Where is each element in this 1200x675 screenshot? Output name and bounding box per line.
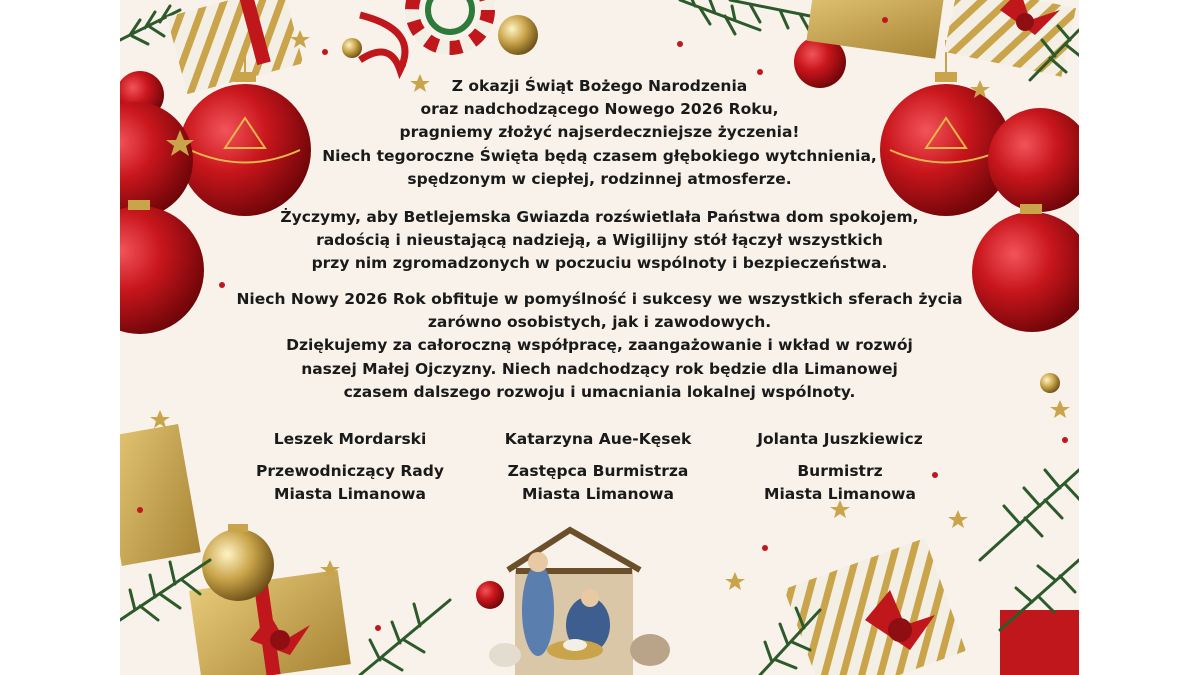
- greeting-paragraph-1: [120, 75, 1079, 191]
- signatory-role: Miasta Limanowa: [274, 485, 426, 503]
- greeting-line: pragniemy złożyć najserdeczniejsze życzenia!: [399, 123, 800, 142]
- candy-cane-icon: [412, 0, 488, 48]
- signatory-role: Miasta Limanowa: [764, 485, 916, 503]
- greeting-paragraph-2: [120, 206, 1079, 276]
- greeting-line: radością i nieustającą nadzieją, a Wigilijny stół łączył wszystkich: [316, 231, 883, 250]
- signature-1: [230, 428, 470, 506]
- greeting-line: Dziękujemy za całoroczną współpracę, zaangażowanie i wkład w rozwój: [286, 336, 913, 355]
- greeting-line: zarówno osobistych, jak i zawodowych.: [427, 313, 772, 332]
- greeting-line: czasem dalszego rozwoju i umacniania lokalnej wspólnoty.: [343, 382, 856, 401]
- greeting-line: Niech Nowy 2026 Rok obfituje w pomyślność i sukcesy we wszystkich sferach życia: [236, 290, 963, 308]
- gold-bauble-icon: [498, 15, 538, 55]
- signatory-role: Miasta Limanowa: [522, 485, 674, 503]
- signatory-role: Przewodniczący Rady: [256, 462, 444, 480]
- gold-bauble-bottom-left: [202, 529, 274, 601]
- signature-3: [720, 428, 960, 506]
- signatory-name: Katarzyna Aue-Kęsek: [504, 430, 692, 448]
- greeting-line: spędzonym w ciepłej, rodzinnej atmosferze.: [407, 169, 792, 188]
- nativity-scene: [489, 530, 670, 675]
- gift-box-bottom-right: [784, 538, 1079, 675]
- signatory-role: Zastępca Burmistrza: [507, 462, 689, 480]
- greeting-paragraph-3: [120, 288, 1079, 404]
- signatory-name: Leszek Mordarski: [273, 430, 427, 448]
- gift-box-top-right: [806, 0, 1076, 77]
- greeting-card: [120, 0, 1079, 675]
- greeting-line: Z okazji Świąt Bożego Narodzenia: [451, 77, 748, 95]
- signature-2: [478, 428, 718, 506]
- signatory-role: Burmistrz: [797, 462, 883, 480]
- red-ribbon: [360, 15, 405, 70]
- signatory-name: Jolanta Juszkiewicz: [757, 430, 923, 448]
- greeting-line: oraz nadchodzącego Nowego 2026 Roku,: [420, 100, 779, 119]
- greeting-line: Życzymy, aby Betlejemska Gwiazda rozświetlała Państwa dom spokojem,: [280, 208, 919, 226]
- greeting-line: przy nim zgromadzonych w poczuciu wspólnoty i bezpieczeństwa.: [311, 254, 888, 273]
- greeting-line: naszej Małej Ojczyzny. Niech nadchodzący rok będzie dla Limanowej: [301, 359, 898, 378]
- greeting-line: Niech tegoroczne Święta będą czasem głębokiego wytchnienia,: [322, 146, 877, 165]
